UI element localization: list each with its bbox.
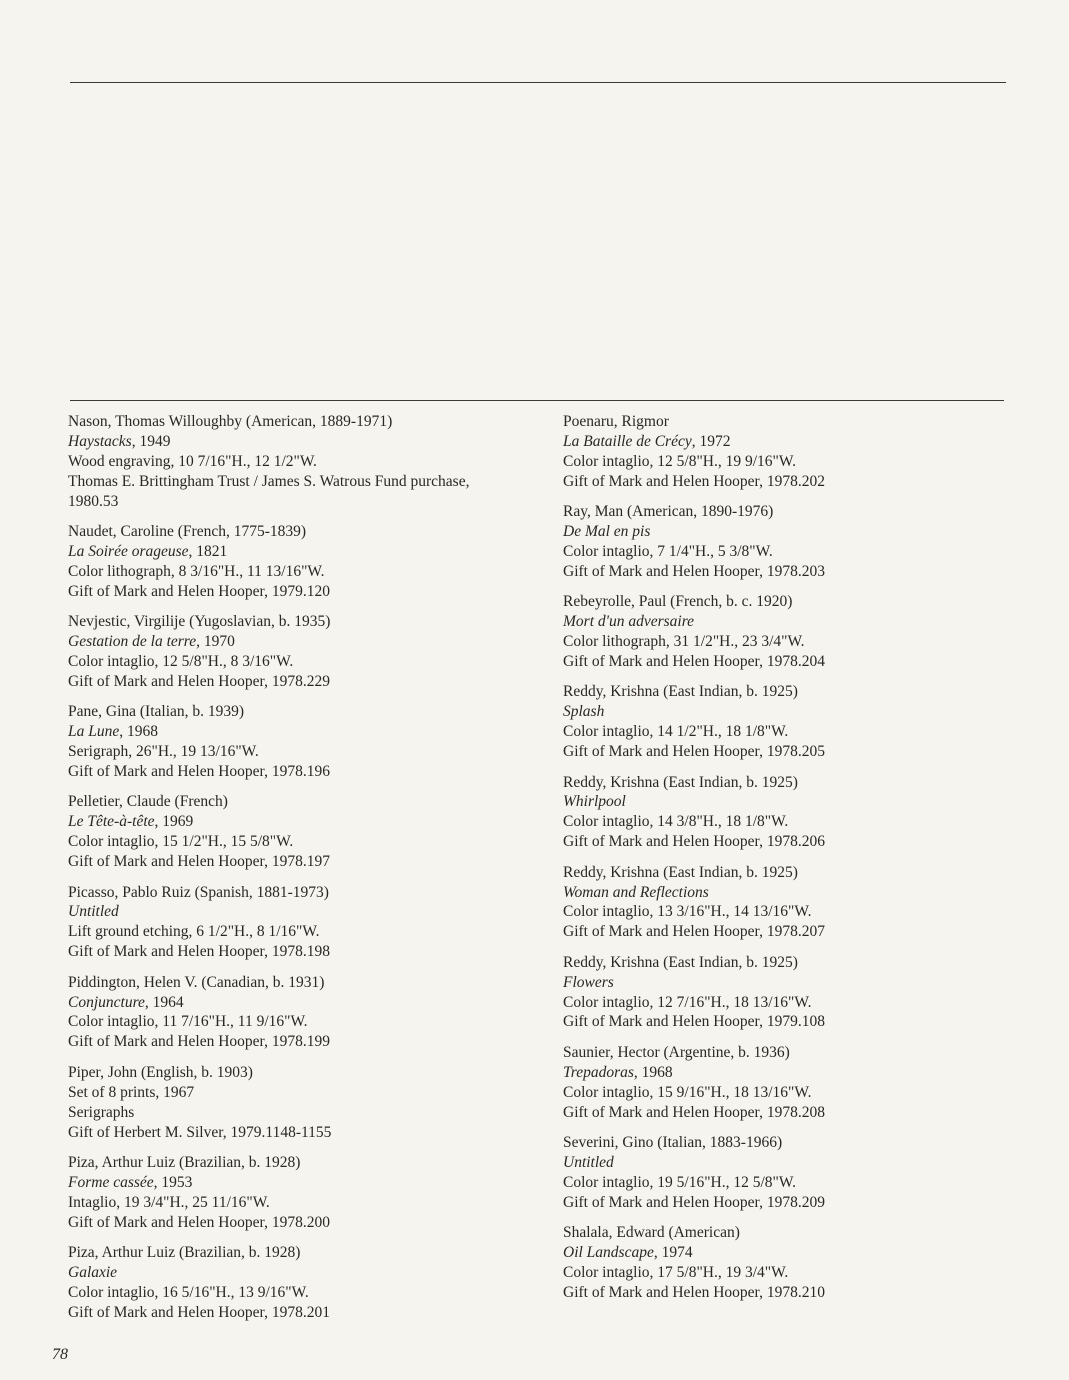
credit-line: Gift of Mark and Helen Hooper, 1978.207: [563, 923, 825, 941]
catalog-entry: [68, 612, 528, 692]
artwork-title: Conjuncture: [68, 993, 145, 1011]
catalog-entry: [68, 412, 528, 512]
artwork-title: La Bataille de Crécy: [563, 432, 692, 450]
catalog-entry: [563, 1133, 1003, 1213]
artist-name: Pelletier, Claude (French): [68, 793, 228, 811]
artwork-title-line: [68, 812, 528, 832]
section-rule: [70, 400, 1004, 401]
artwork-title-line: [563, 792, 1003, 812]
credit-line: Gift of Mark and Helen Hooper, 1978.198: [68, 943, 330, 961]
artwork-title: Gestation de la terre: [68, 633, 197, 651]
credit-line: Gift of Mark and Helen Hooper, 1978.229: [68, 672, 330, 690]
medium-dimensions: Serigraphs: [68, 1103, 135, 1121]
artwork-title-line: [563, 612, 1003, 632]
artwork-title-line: [68, 722, 528, 742]
catalog-entry: [68, 792, 528, 872]
artwork-date: Set of 8 prints, 1967: [68, 1083, 195, 1101]
artist-name: Reddy, Krishna (East Indian, b. 1925): [563, 683, 798, 701]
artwork-title: Woman and Reflections: [563, 883, 709, 901]
credit-line: Gift of Mark and Helen Hooper, 1978.197: [68, 853, 330, 871]
artwork-title: Le Tête-à-tête: [68, 813, 155, 831]
artwork-title-line: [563, 1063, 1003, 1083]
medium-dimensions: Color intaglio, 17 5/8"H., 19 3/4"W.: [563, 1263, 789, 1281]
artwork-date: , 1821: [188, 542, 228, 560]
medium-dimensions: Color intaglio, 15 9/16"H., 18 13/16"W.: [563, 1083, 812, 1101]
credit-line: Gift of Mark and Helen Hooper, 1978.210: [563, 1283, 825, 1301]
top-rule: [70, 82, 1006, 83]
catalog-entry: [68, 1153, 528, 1233]
artwork-date: , 1974: [653, 1244, 693, 1262]
artwork-title-line: [563, 432, 1003, 452]
credit-line: Gift of Herbert M. Silver, 1979.1148-1155: [68, 1123, 332, 1141]
medium-dimensions: Color intaglio, 13 3/16"H., 14 13/16"W.: [563, 903, 812, 921]
artist-name: Reddy, Krishna (East Indian, b. 1925): [563, 773, 798, 791]
catalog-entry: [563, 953, 1003, 1033]
artwork-title-line: [68, 1173, 528, 1193]
artwork-title-line: [563, 522, 1003, 542]
artwork-title-line: [68, 432, 528, 452]
medium-dimensions: Color intaglio, 14 3/8"H., 18 1/8"W.: [563, 813, 789, 831]
medium-dimensions: Color intaglio, 15 1/2"H., 15 5/8"W.: [68, 833, 294, 851]
artist-name: Saunier, Hector (Argentine, b. 1936): [563, 1043, 790, 1061]
catalog-entry: [563, 1223, 1003, 1303]
catalog-entry: [68, 883, 528, 963]
artist-name: Piddington, Helen V. (Canadian, b. 1931): [68, 973, 325, 991]
credit-line: Gift of Mark and Helen Hooper, 1978.201: [68, 1303, 330, 1321]
artist-name: Reddy, Krishna (East Indian, b. 1925): [563, 953, 798, 971]
artist-name: Nason, Thomas Willoughby (American, 1889-1971): [68, 413, 393, 430]
artwork-title: La Soirée orageuse: [68, 542, 189, 560]
credit-line: Gift of Mark and Helen Hooper, 1978.205: [563, 743, 825, 761]
medium-dimensions: Color intaglio, 16 5/16"H., 13 9/16"W.: [68, 1283, 309, 1301]
artwork-date: , 1968: [633, 1063, 673, 1081]
medium-dimensions: Intaglio, 19 3/4"H., 25 11/16"W.: [68, 1193, 270, 1211]
artist-name: Picasso, Pablo Ruiz (Spanish, 1881-1973): [68, 883, 329, 901]
catalog-entry: [68, 973, 528, 1053]
artwork-title: Flowers: [563, 973, 614, 991]
artwork-title-line: [563, 973, 1003, 993]
catalog-entry: [563, 412, 1003, 492]
artwork-title-line: [68, 1263, 528, 1283]
catalog-entry: [563, 773, 1003, 853]
artist-name: Severini, Gino (Italian, 1883-1966): [563, 1134, 783, 1151]
artwork-title: Forme cassée: [68, 1173, 154, 1191]
artwork-title: Haystacks: [68, 432, 132, 450]
artwork-date: , 1953: [153, 1173, 193, 1191]
medium-dimensions: Color lithograph, 8 3/16"H., 11 13/16"W.: [68, 562, 325, 580]
artwork-title: Untitled: [563, 1153, 614, 1171]
artwork-title: Galaxie: [68, 1263, 118, 1281]
credit-line: Gift of Mark and Helen Hooper, 1978.196: [68, 763, 330, 780]
page-number: 78: [52, 1346, 68, 1363]
artwork-title-line: [563, 1153, 1003, 1173]
artist-name: Piper, John (English, b. 1903): [68, 1063, 253, 1081]
medium-dimensions: Wood engraving, 10 7/16"H., 12 1/2"W.: [68, 452, 317, 470]
artist-name: Poenaru, Rigmor: [563, 413, 669, 430]
catalog-entry: [68, 522, 528, 602]
medium-dimensions: Lift ground etching, 6 1/2"H., 8 1/16"W.: [68, 923, 320, 941]
medium-dimensions: Serigraph, 26"H., 19 13/16"W.: [68, 743, 259, 761]
credit-line: Gift of Mark and Helen Hooper, 1978.202: [563, 472, 825, 490]
artwork-title-line: [68, 542, 528, 562]
credit-line: Gift of Mark and Helen Hooper, 1978.204: [563, 652, 825, 670]
credit-line: Thomas E. Brittingham Trust / James S. Watrous Fund purchase,: [68, 472, 470, 490]
catalog-entry: [68, 702, 528, 782]
artwork-title-line: [68, 993, 528, 1013]
artist-name: Ray, Man (American, 1890-1976): [563, 503, 774, 521]
artwork-date: , 1972: [691, 432, 731, 450]
credit-line: Gift of Mark and Helen Hooper, 1979.120: [68, 582, 330, 600]
catalog-entry: [68, 1063, 528, 1143]
artwork-title-line: [68, 632, 528, 652]
artwork-title: De Mal en pis: [563, 523, 651, 541]
catalog-entry: [563, 682, 1003, 762]
catalog-entry: [563, 1043, 1003, 1123]
medium-dimensions: Color intaglio, 19 5/16"H., 12 5/8"W.: [563, 1173, 796, 1191]
medium-dimensions: Color lithograph, 31 1/2"H., 23 3/4"W.: [563, 633, 805, 651]
artwork-title-line: [68, 902, 528, 922]
catalog-entry: [68, 1243, 528, 1323]
artwork-title-line: [563, 1243, 1003, 1263]
artist-name: Rebeyrolle, Paul (French, b. c. 1920): [563, 593, 793, 611]
medium-dimensions: Color intaglio, 7 1/4"H., 5 3/8"W.: [563, 542, 773, 560]
artwork-title: Oil Landscape: [563, 1244, 654, 1262]
artwork-date: , 1969: [154, 813, 194, 831]
artwork-title: Trepadoras: [563, 1063, 634, 1081]
medium-dimensions: Color intaglio, 11 7/16"H., 11 9/16"W.: [68, 1013, 308, 1031]
artwork-title-line: [563, 702, 1003, 722]
artwork-title: Untitled: [68, 903, 119, 921]
artwork-title: Splash: [563, 703, 605, 721]
artwork-date: , 1970: [196, 633, 235, 651]
credit-line: 1980.53: [68, 492, 119, 510]
credit-line: Gift of Mark and Helen Hooper, 1978.206: [563, 833, 825, 851]
artwork-date: , 1949: [131, 432, 171, 450]
artwork-date: , 1968: [119, 723, 158, 741]
catalog-entry: [563, 863, 1003, 943]
credit-line: Gift of Mark and Helen Hooper, 1978.203: [563, 562, 825, 580]
catalog-entry: [563, 592, 1003, 672]
credit-line: Gift of Mark and Helen Hooper, 1979.108: [563, 1013, 825, 1031]
artwork-date: , 1964: [144, 993, 184, 1011]
artist-name: Piza, Arthur Luiz (Brazilian, b. 1928): [68, 1153, 301, 1171]
medium-dimensions: Color intaglio, 12 5/8"H., 19 9/16"W.: [563, 452, 796, 470]
artist-name: Naudet, Caroline (French, 1775-1839): [68, 523, 307, 541]
artwork-title: Mort d'un adversaire: [563, 613, 695, 631]
left-column: [68, 412, 528, 1333]
artwork-title: La Lune: [68, 723, 120, 741]
credit-line: Gift of Mark and Helen Hooper, 1978.200: [68, 1213, 330, 1231]
artwork-title-line: [563, 883, 1003, 903]
artist-name: Nevjestic, Virgilije (Yugoslavian, b. 1935): [68, 613, 331, 631]
medium-dimensions: Color intaglio, 12 7/16"H., 18 13/16"W.: [563, 993, 812, 1011]
artist-name: Pane, Gina (Italian, b. 1939): [68, 703, 245, 721]
credit-line: Gift of Mark and Helen Hooper, 1978.208: [563, 1103, 825, 1121]
artist-name: Reddy, Krishna (East Indian, b. 1925): [563, 863, 798, 881]
artwork-title: Whirlpool: [563, 793, 626, 811]
catalog-entry: [563, 502, 1003, 582]
medium-dimensions: Color intaglio, 14 1/2"H., 18 1/8"W.: [563, 723, 789, 741]
credit-line: Gift of Mark and Helen Hooper, 1978.209: [563, 1193, 825, 1211]
right-column: [563, 412, 1003, 1313]
credit-line: Gift of Mark and Helen Hooper, 1978.199: [68, 1033, 330, 1051]
artist-name: Shalala, Edward (American): [563, 1224, 740, 1242]
artwork-title-line: [68, 1083, 528, 1103]
medium-dimensions: Color intaglio, 12 5/8"H., 8 3/16"W.: [68, 652, 294, 670]
artist-name: Piza, Arthur Luiz (Brazilian, b. 1928): [68, 1244, 301, 1262]
